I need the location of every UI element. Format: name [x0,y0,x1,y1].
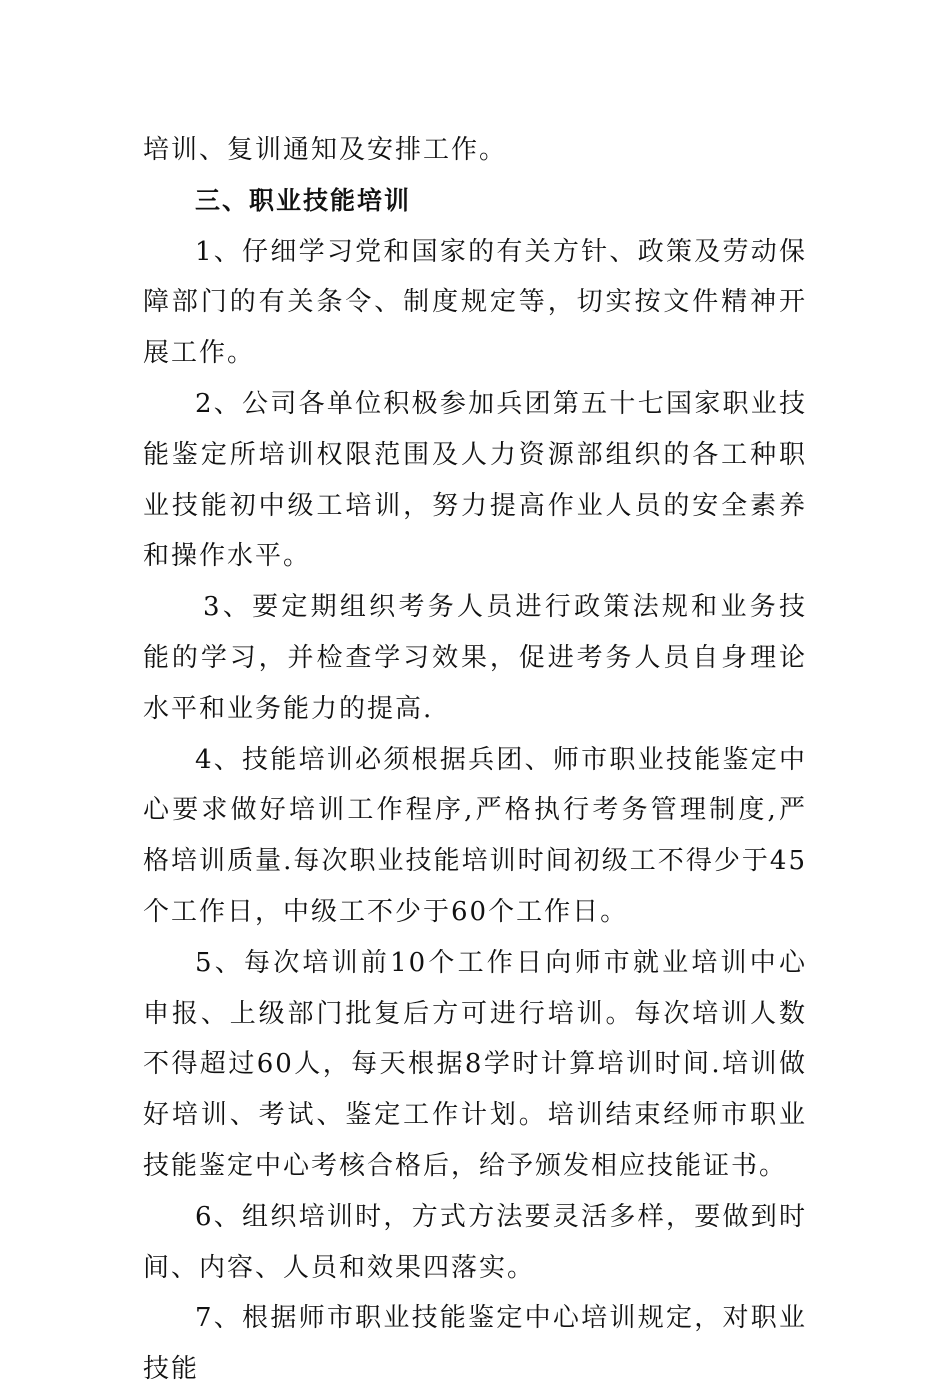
paragraph-item-3: 3、要定期组织考务人员进行政策法规和业务技能的学习，并检查学习效果，促进考务人员自身理论水平和业务能力的提高. [143,592,807,724]
paragraph-item-5: 5、每次培训前10个工作日向师市就业培训中心申报、上级部门批复后方可进行培训。每次培训人数不得超过60人，每天根据8学时计算培训时间.培训做好培训、考试、鉴定工作计划。培训结束经师市职业技能鉴定中心考核合格后，给予颁发相应技能证书。 [143,947,807,1181]
paragraph-item-1: 1、仔细学习党和国家的有关方针、政策及劳动保障部门的有关条令、制度规定等，切实按文件精神开展工作。 [143,236,807,369]
document-body [143,125,807,1395]
paragraph-item-7: 7、根据师市职业技能鉴定中心培训规定，对职业技能 [143,1303,807,1385]
paragraph-item-6: 6、组织培训时，方式方法要灵活多样，要做到时间、内容、人员和效果四落实。 [143,1201,807,1283]
section-heading: 三、职业技能培训 [195,185,412,215]
paragraph-item-4: 4、技能培训必须根据兵团、师市职业技能鉴定中心要求做好培训工作程序,严格执行考务管理制度,严格培训质量.每次职业技能培训时间初级工不得少于45个工作日，中级工不少于60个工作日。 [143,744,807,927]
paragraph-item-2: 2、公司各单位积极参加兵团第五十七国家职业技能鉴定所培训权限范围及人力资源部组织的各工种职业技能初中级工培训，努力提高作业人员的安全素养和操作水平。 [143,388,807,572]
paragraph-continuation: 培训、复训通知及安排工作。 [143,135,508,165]
